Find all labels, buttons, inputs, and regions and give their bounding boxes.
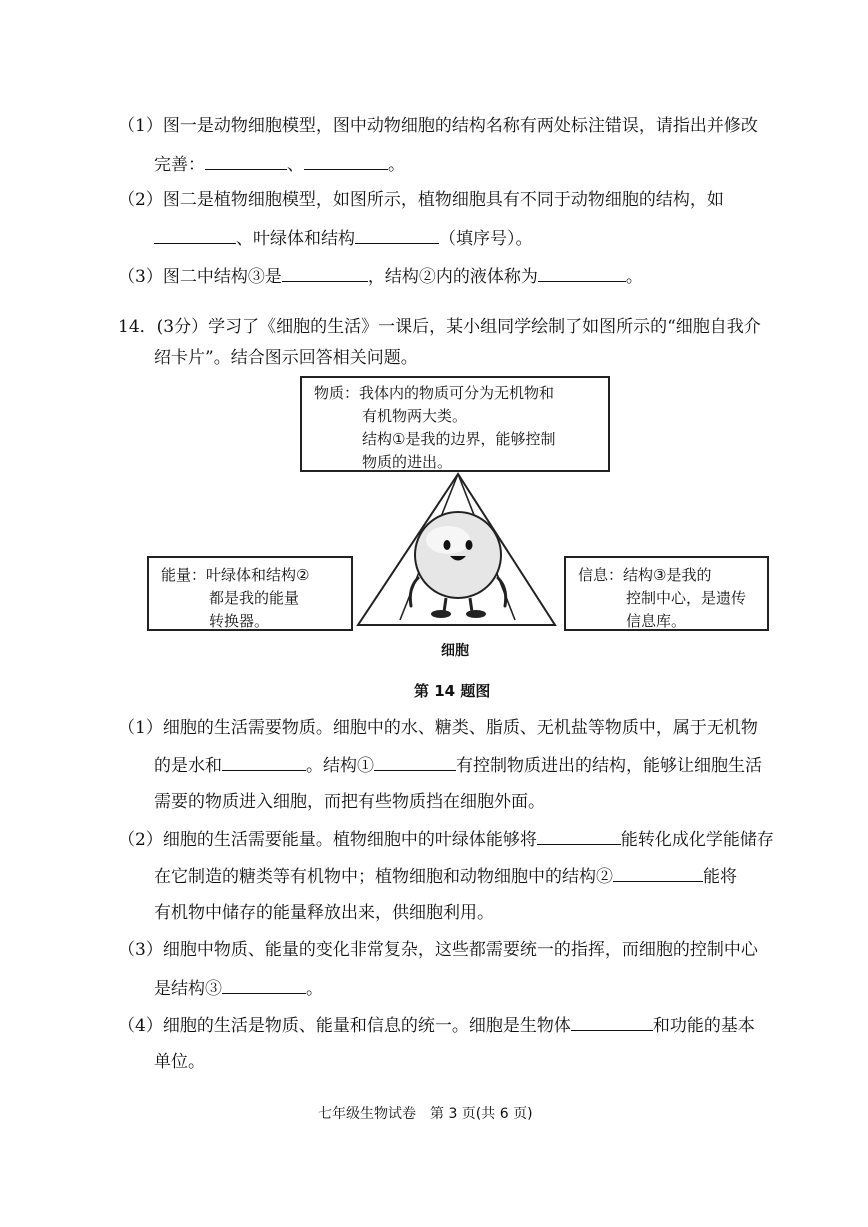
q14-part2-line3: 有机物中储存的能量释放出来，供细胞利用。 <box>154 903 494 923</box>
cell-mascot-icon <box>410 512 505 618</box>
matter-box-line: 物质的进出。 <box>362 453 453 471</box>
q13-part3-number: （3） <box>118 267 163 287</box>
q14-part2-number: （2） <box>118 830 163 850</box>
q14-part1-number: （1） <box>118 718 163 738</box>
q14-part1-text: 细胞的生活需要物质。细胞中的水、糖类、脂质、无机盐等物质中，属于无机物 <box>162 718 758 738</box>
q14-part2-line1 <box>118 827 774 852</box>
q14-part1-line3: 需要的物质进入细胞，而把有些物质挡在细胞外面。 <box>154 792 545 812</box>
q13-part2-mid: 、叶绿体和结构 <box>236 229 355 249</box>
q14-part3-text: 是结构③ <box>154 979 222 999</box>
q13-part2-number: （2） <box>118 190 163 210</box>
matter-box <box>300 376 610 472</box>
q13-part1-number: （1） <box>118 116 163 136</box>
q14-stem-line1: 14．(3分）学习了《细胞的生活》一课后，某小组同学绘制了如图所示的“细胞自我介 <box>118 317 761 337</box>
q14-part1-text: 。结构① <box>306 756 374 776</box>
q14-part2-line2 <box>154 864 737 889</box>
figure-caption: 第 14 题图 <box>414 682 491 700</box>
answer-blank[interactable] <box>571 1013 653 1031</box>
q14-part3-number: （3） <box>118 940 163 960</box>
q14-part4-text: 和功能的基本 <box>652 1016 755 1036</box>
answer-blank[interactable] <box>374 753 456 771</box>
q13-part3-text-a: 图二中结构③是 <box>162 267 282 287</box>
q14-part2-text: 能转化成化学能储存 <box>620 830 774 850</box>
answer-blank[interactable] <box>613 864 703 882</box>
q14-part2-text: 能将 <box>703 867 737 887</box>
matter-box-line: 物质：我体内的物质可分为无机物和 <box>314 384 555 402</box>
matter-box-line: 结构①是我的边界，能够控制 <box>362 430 556 448</box>
period: 。 <box>306 979 323 999</box>
matter-box-line: 有机物两大类。 <box>362 407 468 425</box>
energy-box-line: 转换器。 <box>209 612 270 630</box>
period: 。 <box>625 267 643 287</box>
q14-part3-text: 细胞中物质、能量的变化非常复杂，这些都需要统一的指挥，而细胞的控制中心 <box>162 940 758 960</box>
q13-part2-text: 图二是植物细胞模型，如图所示，植物细胞具有不同于动物细胞的结构，如 <box>162 190 724 210</box>
q13-part3-text-b: ，结构②内的液体称为 <box>367 267 538 287</box>
q13-part2-end: （填序号）。 <box>439 229 533 249</box>
page-footer: 七年级生物试卷 第 3 页(共 6 页) <box>318 1106 533 1122</box>
answer-blank[interactable] <box>222 753 306 771</box>
energy-box-line: 都是我的能量 <box>209 589 300 607</box>
q14-part4-line1 <box>118 1013 755 1038</box>
energy-box <box>147 556 353 631</box>
q14-part3-line1 <box>118 938 758 962</box>
q14-part1-line2 <box>154 753 762 778</box>
answer-blank[interactable] <box>222 976 306 994</box>
q14-part1-text: 的是水和 <box>154 756 222 776</box>
q14-part4-number: （4） <box>118 1016 163 1036</box>
information-box-line: 信息库。 <box>626 612 687 630</box>
information-box-line: 信息：结构③是我的 <box>578 566 712 584</box>
q14-part2-text: 细胞的生活需要能量。植物细胞中的叶绿体能够将 <box>162 830 537 850</box>
cell-label: 细胞 <box>441 643 469 659</box>
q14-part4-line2: 单位。 <box>154 1052 205 1072</box>
q14-stem-line2: 绍卡片”。结合图示回答相关问题。 <box>154 348 418 368</box>
information-box-line: 控制中心，是遗传 <box>626 589 747 607</box>
q14-part2-text: 在它制造的糖类等有机物中；植物细胞和动物细胞中的结构② <box>154 867 613 887</box>
q14-part1-line1 <box>118 716 758 740</box>
answer-blank[interactable] <box>537 827 621 845</box>
information-box <box>564 556 769 631</box>
q14-part3-line2 <box>154 976 323 1001</box>
q14-part4-text: 细胞的生活是物质、能量和信息的统一。细胞是生物体 <box>162 1016 571 1036</box>
q13-part1-answer-prefix: 完善： <box>154 155 205 175</box>
period: 。 <box>388 155 405 175</box>
energy-box-line: 能量：叶绿体和结构② <box>161 566 310 584</box>
q14-part1-text: 有控制物质进出的结构，能够让细胞生活 <box>456 756 762 776</box>
q13-part1-text: 图一是动物细胞模型，图中动物细胞的结构名称有两处标注错误，请指出并修改 <box>162 116 758 136</box>
separator: 、 <box>287 155 304 175</box>
